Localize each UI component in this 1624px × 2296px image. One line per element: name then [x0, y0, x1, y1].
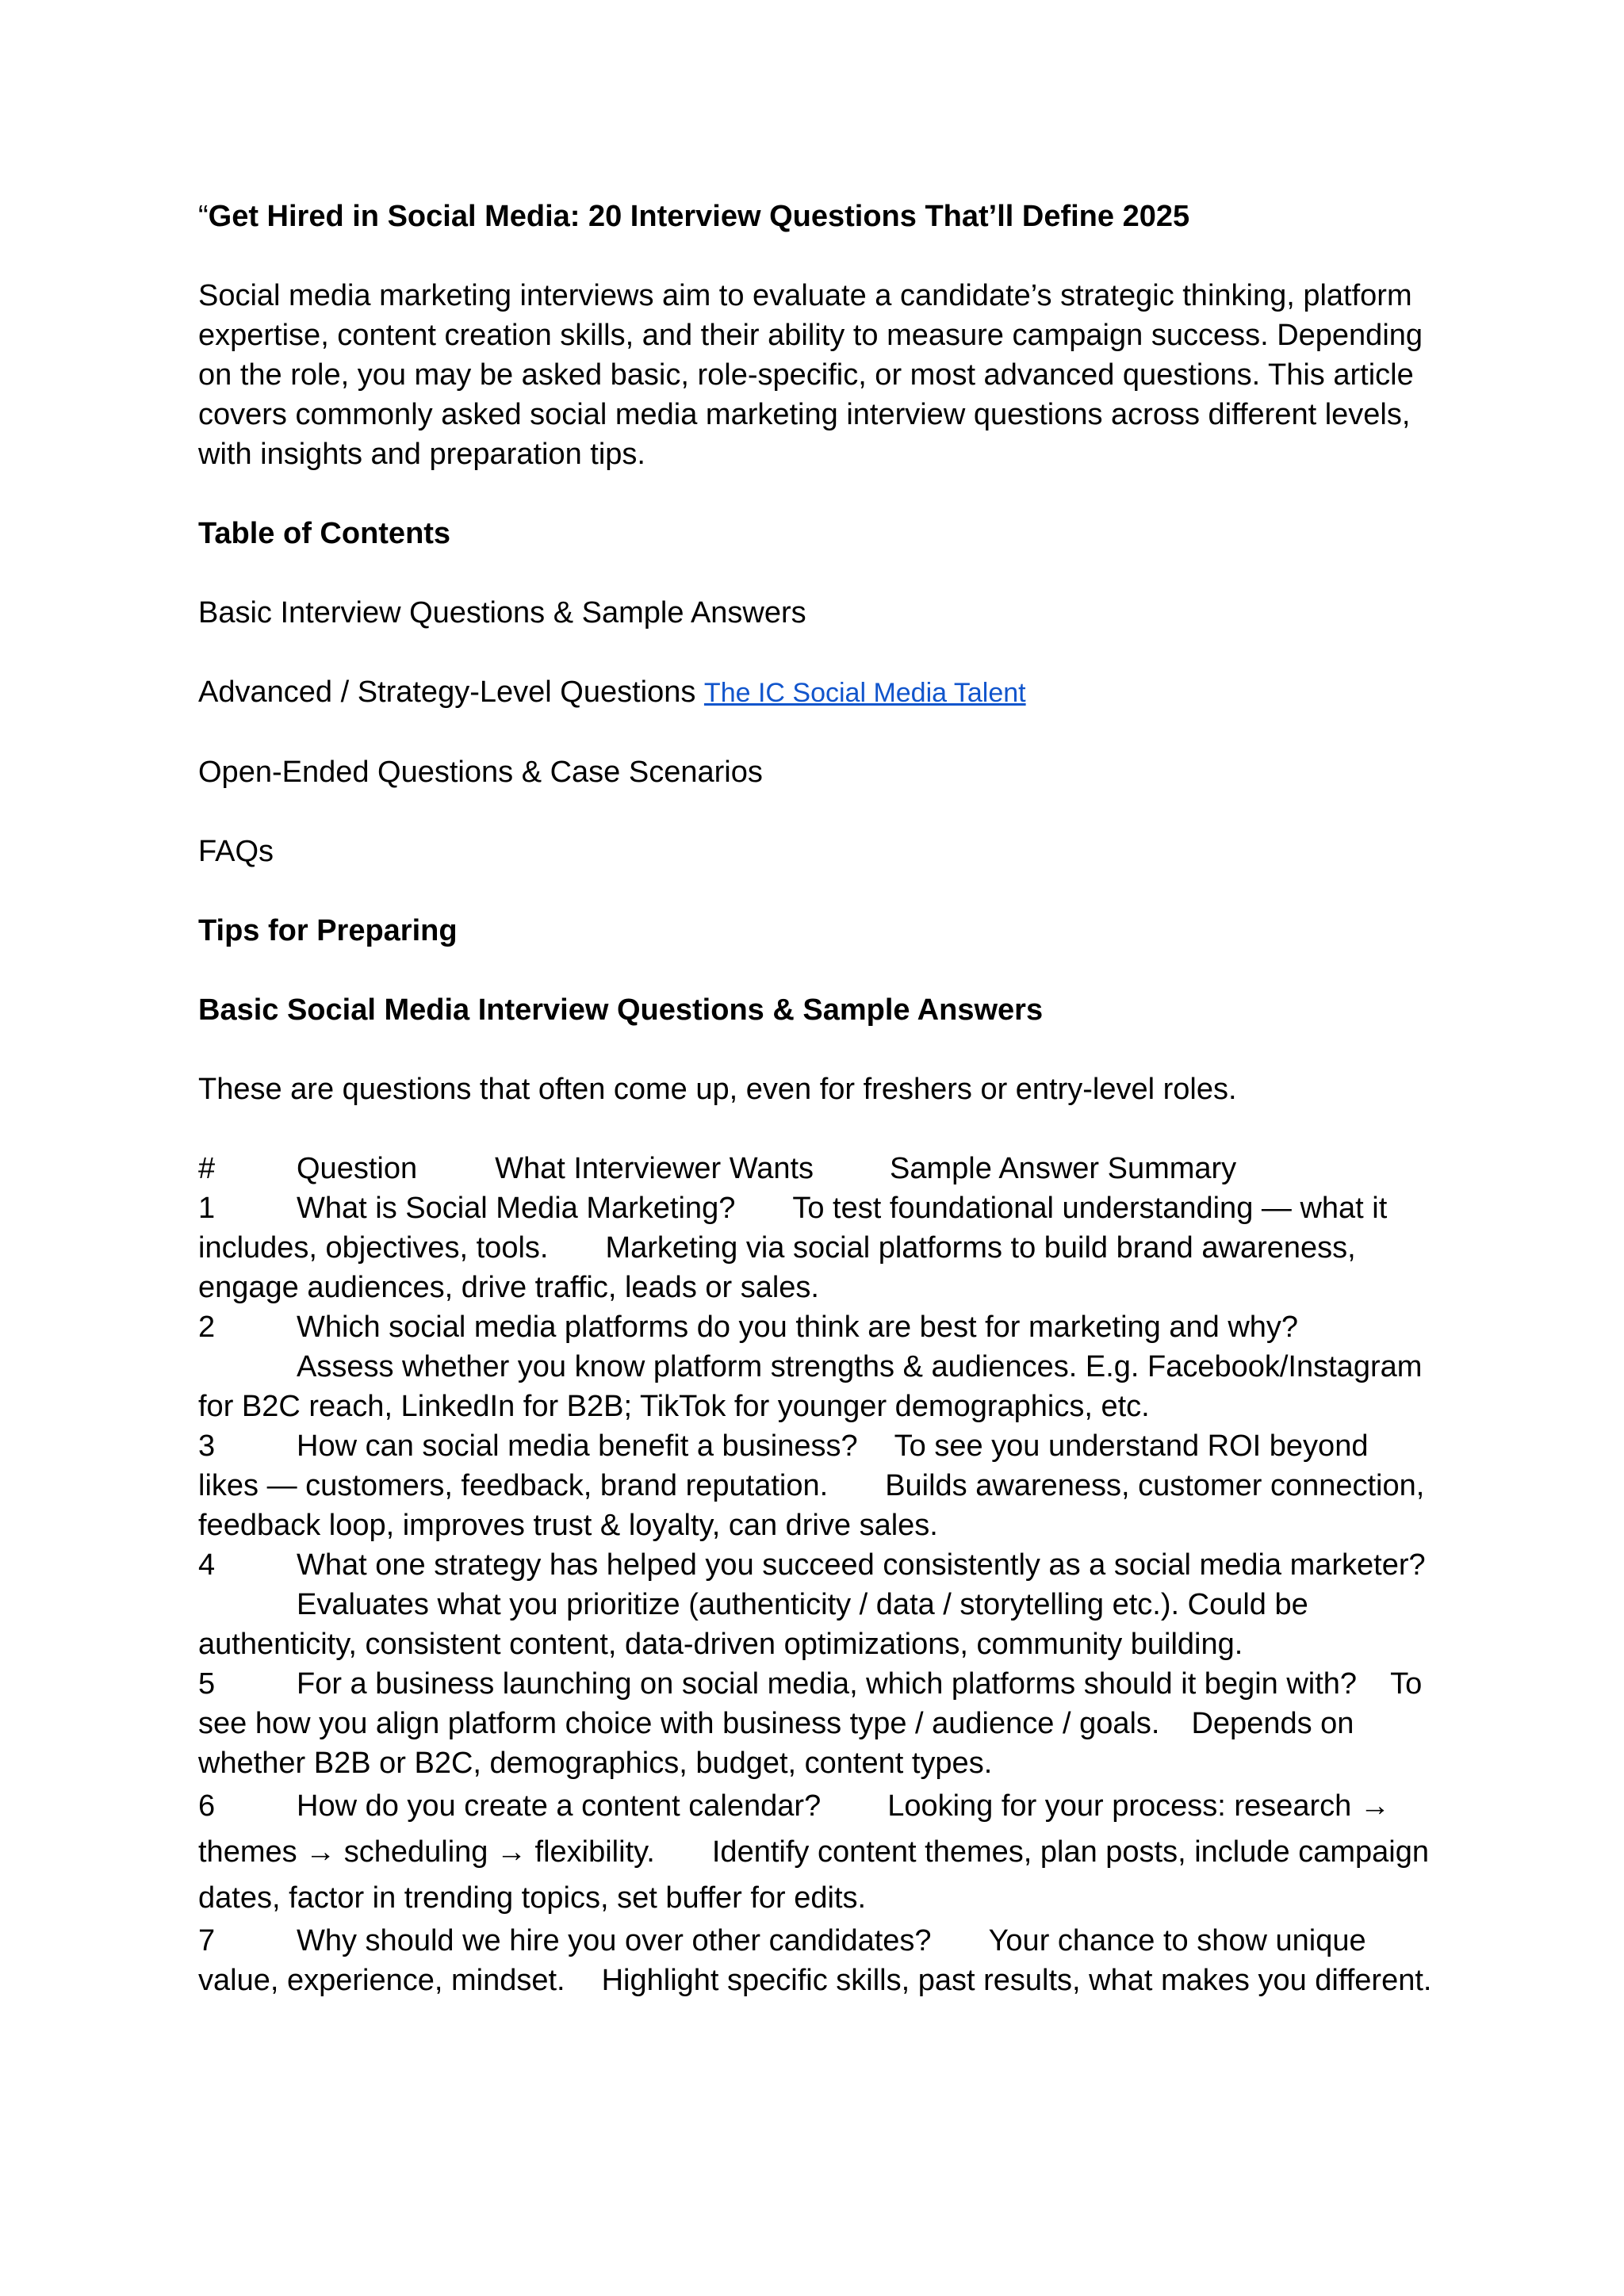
- table-row: [198, 1545, 1435, 1664]
- questions-table: [198, 1149, 1435, 2000]
- row-wants: Assess whether you know platform strengths & audiences.: [297, 1350, 1078, 1383]
- table-row: [198, 1664, 1435, 1783]
- row-num: 7: [198, 1924, 216, 1957]
- toc-item-faqs: FAQs: [198, 835, 274, 868]
- row-answer: E.g. Facebook/Instagram for B2C reach, LinkedIn for B2B; TikTok for younger demographics, etc.: [198, 1350, 1423, 1423]
- table-header-row: [198, 1149, 1435, 1188]
- row-wants: To see you understand ROI beyond likes — customers, feedback, brand reputation.: [198, 1429, 1369, 1502]
- row-question: How do you create a content calendar?: [297, 1789, 822, 1823]
- toc-item-open-ended: Open-Ended Questions & Case Scenarios: [198, 756, 763, 789]
- row-wants: To see how you align platform choice with business type / audience / goals.: [198, 1667, 1423, 1740]
- row-wants: Evaluates what you prioritize (authenticity / data / storytelling etc.).: [297, 1588, 1180, 1621]
- row-wants: To test foundational understanding — what it includes, objectives, tools.: [198, 1192, 1388, 1265]
- title-text: Get Hired in Social Media: 20 Interview Questions That’ll Define 2025: [208, 200, 1190, 233]
- section-intro: These are questions that often come up, even for freshers or entry-level roles.: [198, 1073, 1237, 1106]
- row-answer: Highlight specific skills, past results, what makes you different.: [601, 1964, 1432, 1997]
- table-row: [198, 1188, 1435, 1307]
- row-question: For a business launching on social media, which platforms should it begin with?: [297, 1667, 1358, 1701]
- row-answer: Depends on whether B2B or B2C, demographics, budget, content types.: [198, 1707, 1354, 1780]
- table-row: [198, 1783, 1435, 1921]
- row-answer: Builds awareness, customer connection, feedback loop, improves trust & loyalty, can drive sales.: [198, 1469, 1425, 1542]
- row-num: 2: [198, 1311, 216, 1344]
- toc-item-advanced-label: Advanced / Strategy-Level Questions: [198, 675, 696, 709]
- row-question: Why should we hire you over other candidates?: [297, 1924, 932, 1957]
- header-wants: What Interviewer Wants: [495, 1152, 814, 1185]
- toc-item-tips: Tips for Preparing: [198, 914, 458, 947]
- row-question: How can social media benefit a business?: [297, 1429, 858, 1463]
- table-row: [198, 1426, 1435, 1545]
- toc-item-advanced: [198, 672, 1435, 713]
- title-open-quote: “: [198, 200, 209, 233]
- row-answer: Marketing via social platforms to build brand awareness, engage audiences, drive traffic, leads or sales.: [198, 1231, 1356, 1304]
- table-row: [198, 1307, 1435, 1426]
- page-title: [198, 197, 1435, 236]
- row-wants: Looking for your process: research → themes → scheduling → flexibility.: [198, 1789, 1390, 1869]
- header-question: Question: [297, 1152, 418, 1185]
- row-answer: Identify content themes, plan posts, include campaign dates, factor in trending topics, set buffer for edits.: [198, 1835, 1429, 1915]
- intro-paragraph: Social media marketing interviews aim to evaluate a candidate’s strategic thinking, platform expertise, content creation skills, and their ability to measure campaign success. Depending on the role, you may be asked basic, role-specific, or most advanced questions. This article covers commonly asked social media marketing interview questions across different levels, with insights and preparation tips.: [198, 279, 1423, 471]
- table-row: [198, 1921, 1435, 2000]
- talent-link[interactable]: The IC Social Media Talent: [703, 678, 1026, 708]
- toc-heading: Table of Contents: [198, 517, 451, 550]
- row-answer: Could be authenticity, consistent content, data-driven optimizations, community building.: [198, 1588, 1308, 1661]
- toc-item-basic: Basic Interview Questions & Sample Answers: [198, 596, 806, 629]
- row-num: 3: [198, 1429, 216, 1463]
- row-num: 4: [198, 1548, 216, 1582]
- header-num: #: [198, 1152, 216, 1185]
- row-wants: Your chance to show unique value, experience, mindset.: [198, 1924, 1366, 1997]
- header-answer: Sample Answer Summary: [890, 1152, 1237, 1185]
- row-question: What is Social Media Marketing?: [297, 1192, 736, 1225]
- row-num: 6: [198, 1789, 216, 1823]
- document-content: [198, 197, 1435, 2000]
- section-heading: Basic Social Media Interview Questions & Sample Answers: [198, 993, 1044, 1027]
- row-num: 1: [198, 1192, 216, 1225]
- row-question: Which social media platforms do you think are best for marketing and why?: [297, 1311, 1299, 1344]
- row-question: What one strategy has helped you succeed consistently as a social media marketer?: [297, 1548, 1426, 1582]
- row-num: 5: [198, 1667, 216, 1701]
